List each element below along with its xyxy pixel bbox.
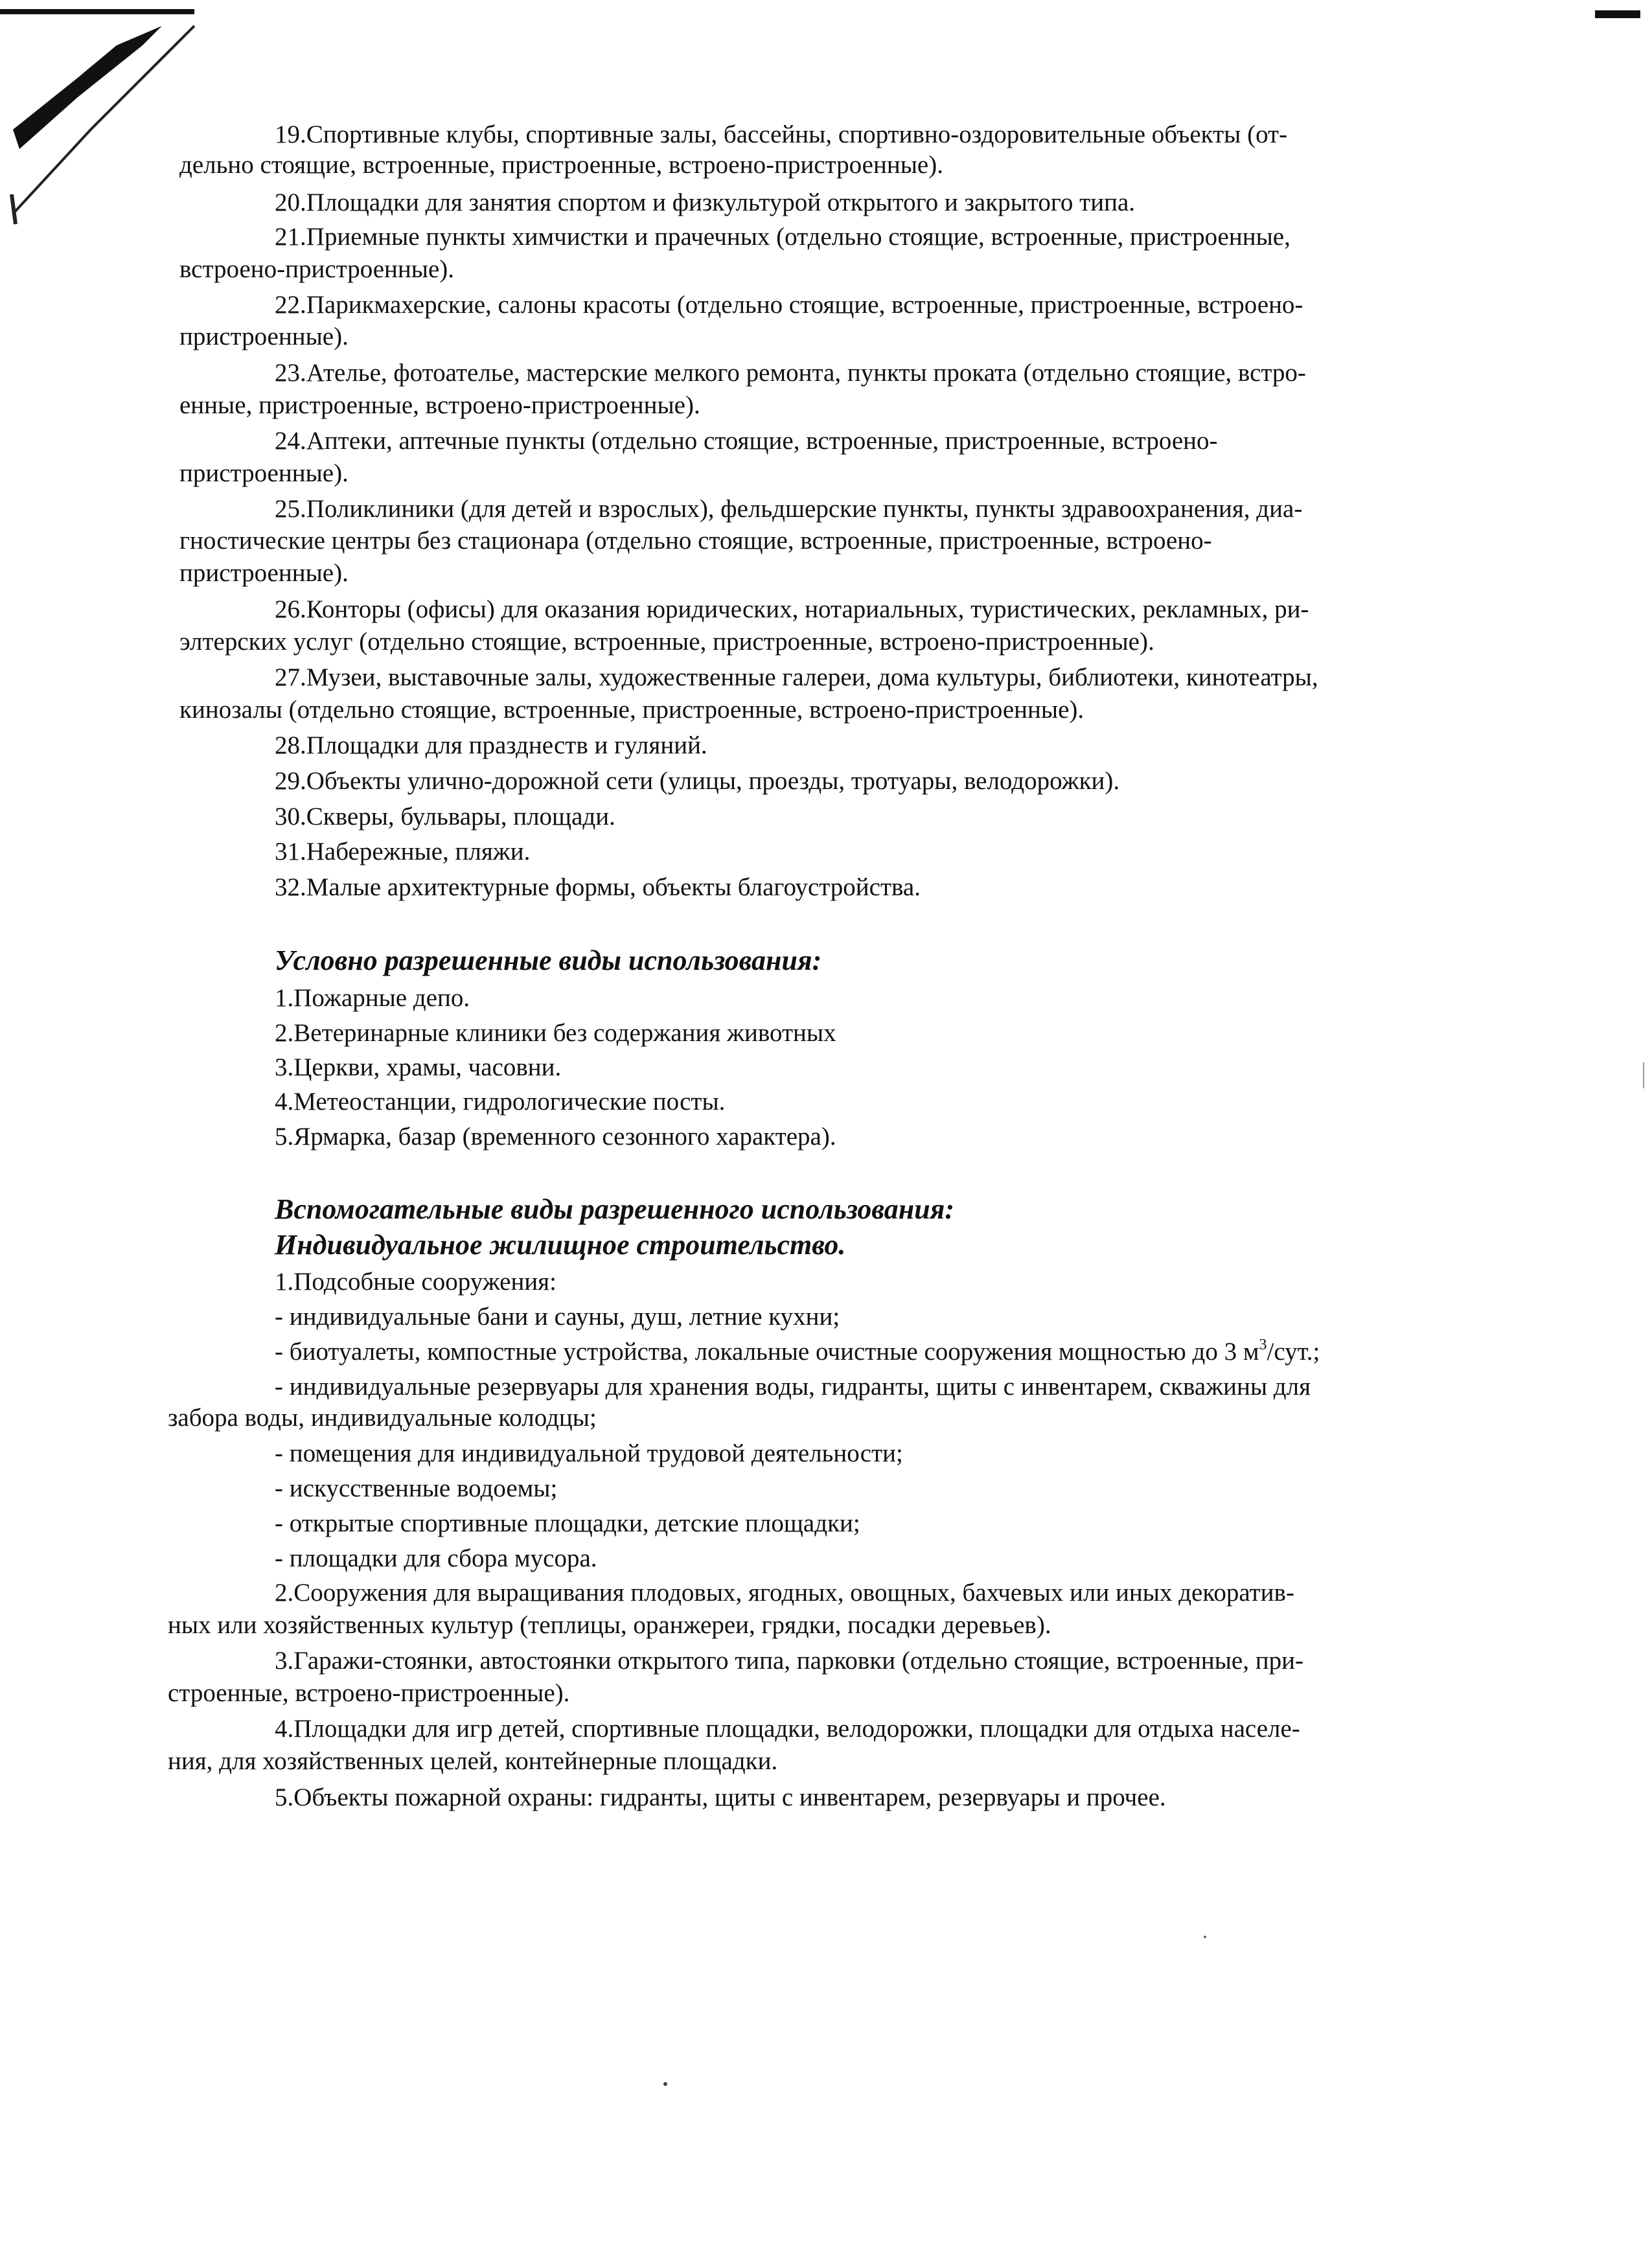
- auxiliary-item-3-line1: 3.Гаражи-стоянки, автостоянки открытого типа, парковки (отдельно стоящие, встроенные, при-: [275, 1647, 1303, 1675]
- auxiliary-item-5: 5.Объекты пожарной охраны: гидранты, щиты с инвентарем, резервуары и прочее.: [275, 1783, 1166, 1811]
- conditional-item-5: 5.Ярмарка, базар (временного сезонного характера).: [275, 1123, 836, 1151]
- list-item-19-line2: дельно стоящие, встроенные, пристроенные, встроено-пристроенные).: [179, 151, 943, 179]
- conditional-item-1: 1.Пожарные депо.: [275, 984, 470, 1012]
- list-item-30: 30.Скверы, бульвары, площади.: [275, 803, 615, 830]
- list-item-21-line2: встроено-пристроенные).: [179, 255, 455, 283]
- list-item-31: 31.Набережные, пляжи.: [275, 838, 531, 865]
- auxiliary-subitem-ponds: - искусственные водоемы;: [275, 1474, 558, 1502]
- unit-superscript: 3: [1259, 1336, 1267, 1353]
- list-item-23-line1: 23.Ателье, фотоателье, мастерские мелкого ремонта, пункты проката (отдельно стоящие, встро-: [275, 359, 1306, 387]
- scan-dot: [663, 2082, 667, 2086]
- auxiliary-subitem-reservoirs-line2: забора воды, индивидуальные колодцы;: [168, 1404, 597, 1432]
- list-item-25-line1: 25.Поликлиники (для детей и взрослых), фельдшерские пункты, пункты здравоохранения, диа-: [275, 495, 1303, 523]
- auxiliary-item-2-line2: ных или хозяйственных культур (теплицы, оранжереи, грядки, посадки деревьев).: [168, 1611, 1051, 1639]
- auxiliary-subitem-reservoirs-line1: - индивидуальные резервуары для хранения воды, гидранты, щиты с инвентарем, скважины для: [275, 1373, 1311, 1401]
- scan-dot: [1204, 1936, 1206, 1938]
- top-right-scan-mark: [1595, 10, 1640, 18]
- conditional-uses-heading: Условно разрешенные виды использования:: [275, 945, 822, 976]
- conditional-item-2: 2.Ветеринарные клиники без содержания животных: [275, 1019, 836, 1047]
- list-item-28: 28.Площадки для празднеств и гуляний.: [275, 731, 707, 759]
- corner-slash-mark: [13, 26, 162, 149]
- auxiliary-uses-subheading: Индивидуальное жилищное строительство.: [275, 1229, 846, 1261]
- list-item-27-line2: кинозалы (отдельно стоящие, встроенные, пристроенные, встроено-пристроенные).: [179, 696, 1084, 724]
- list-item-27-line1: 27.Музеи, выставочные залы, художественные галереи, дома культуры, библиотеки, кинотеатры,: [275, 663, 1318, 691]
- auxiliary-item-1-title: 1.Подсобные сооружения:: [275, 1268, 556, 1296]
- auxiliary-item-4-line1: 4.Площадки для игр детей, спортивные площадки, велодорожки, площадки для отдыха населе-: [275, 1715, 1300, 1743]
- list-item-21-line1: 21.Приемные пункты химчистки и прачечных (отдельно стоящие, встроенные, пристроенные,: [275, 223, 1291, 251]
- list-item-26-line2: элтерских услуг (отдельно стоящие, встроенные, пристроенные, встроено-пристроенные).: [179, 628, 1154, 656]
- list-item-25-line3: пристроенные).: [179, 559, 349, 587]
- list-item-29: 29.Объекты улично-дорожной сети (улицы, проезды, тротуары, велодорожки).: [275, 767, 1120, 795]
- auxiliary-subitem-toilets-unit: /сут.;: [1267, 1338, 1320, 1366]
- top-left-scan-bar: [0, 9, 194, 14]
- right-edge-specks: [1643, 1062, 1644, 1088]
- auxiliary-subitem-garbage: - площадки для сбора мусора.: [275, 1544, 597, 1572]
- auxiliary-subitem-baths: - индивидуальные бани и сауны, душ, летние кухни;: [275, 1303, 840, 1331]
- auxiliary-subitem-toilets: [275, 1337, 1320, 1367]
- list-item-22-line2: пристроенные).: [179, 323, 349, 350]
- auxiliary-subitem-toilets-text: - биотуалеты, компостные устройства, локальные очистные сооружения мощностью до 3 м: [275, 1338, 1259, 1366]
- auxiliary-item-4-line2: ния, для хозяйственных целей, контейнерные площадки.: [168, 1747, 778, 1775]
- list-item-26-line1: 26.Конторы (офисы) для оказания юридических, нотариальных, туристических, рекламных, ри-: [275, 595, 1309, 623]
- auxiliary-uses-heading: Вспомогательные виды разрешенного использования:: [275, 1193, 954, 1225]
- conditional-item-3: 3.Церкви, храмы, часовни.: [275, 1053, 562, 1081]
- auxiliary-subitem-labor-rooms: - помещения для индивидуальной трудовой деятельности;: [275, 1439, 903, 1467]
- list-item-25-line2: гностические центры без стационара (отдельно стоящие, встроенные, пристроенные, встроено-: [179, 527, 1212, 555]
- corner-slash-mark-edge: [12, 194, 16, 224]
- list-item-23-line2: енные, пристроенные, встроено-пристроенные).: [179, 391, 700, 419]
- conditional-item-4: 4.Метеостанции, гидрологические посты.: [275, 1088, 726, 1116]
- list-item-32: 32.Малые архитектурные формы, объекты благоустройства.: [275, 873, 921, 901]
- list-item-20: 20.Площадки для занятия спортом и физкультурой открытого и закрытого типа.: [275, 189, 1136, 216]
- list-item-24-line1: 24.Аптеки, аптечные пункты (отдельно стоящие, встроенные, пристроенные, встроено-: [275, 427, 1218, 455]
- list-item-19-line1: 19.Спортивные клубы, спортивные залы, бассейны, спортивно-оздоровительные объекты (от-: [275, 120, 1288, 148]
- list-item-24-line2: пристроенные).: [179, 459, 349, 487]
- list-item-22-line1: 22.Парикмахерские, салоны красоты (отдельно стоящие, встроенные, пристроенные, встроено-: [275, 291, 1303, 319]
- auxiliary-subitem-playgrounds: - открытые спортивные площадки, детские площадки;: [275, 1509, 860, 1537]
- auxiliary-item-2-line1: 2.Сооружения для выращивания плодовых, ягодных, овощных, бахчевых или иных декоратив-: [275, 1579, 1294, 1607]
- auxiliary-item-3-line2: строенные, встроено-пристроенные).: [168, 1679, 570, 1707]
